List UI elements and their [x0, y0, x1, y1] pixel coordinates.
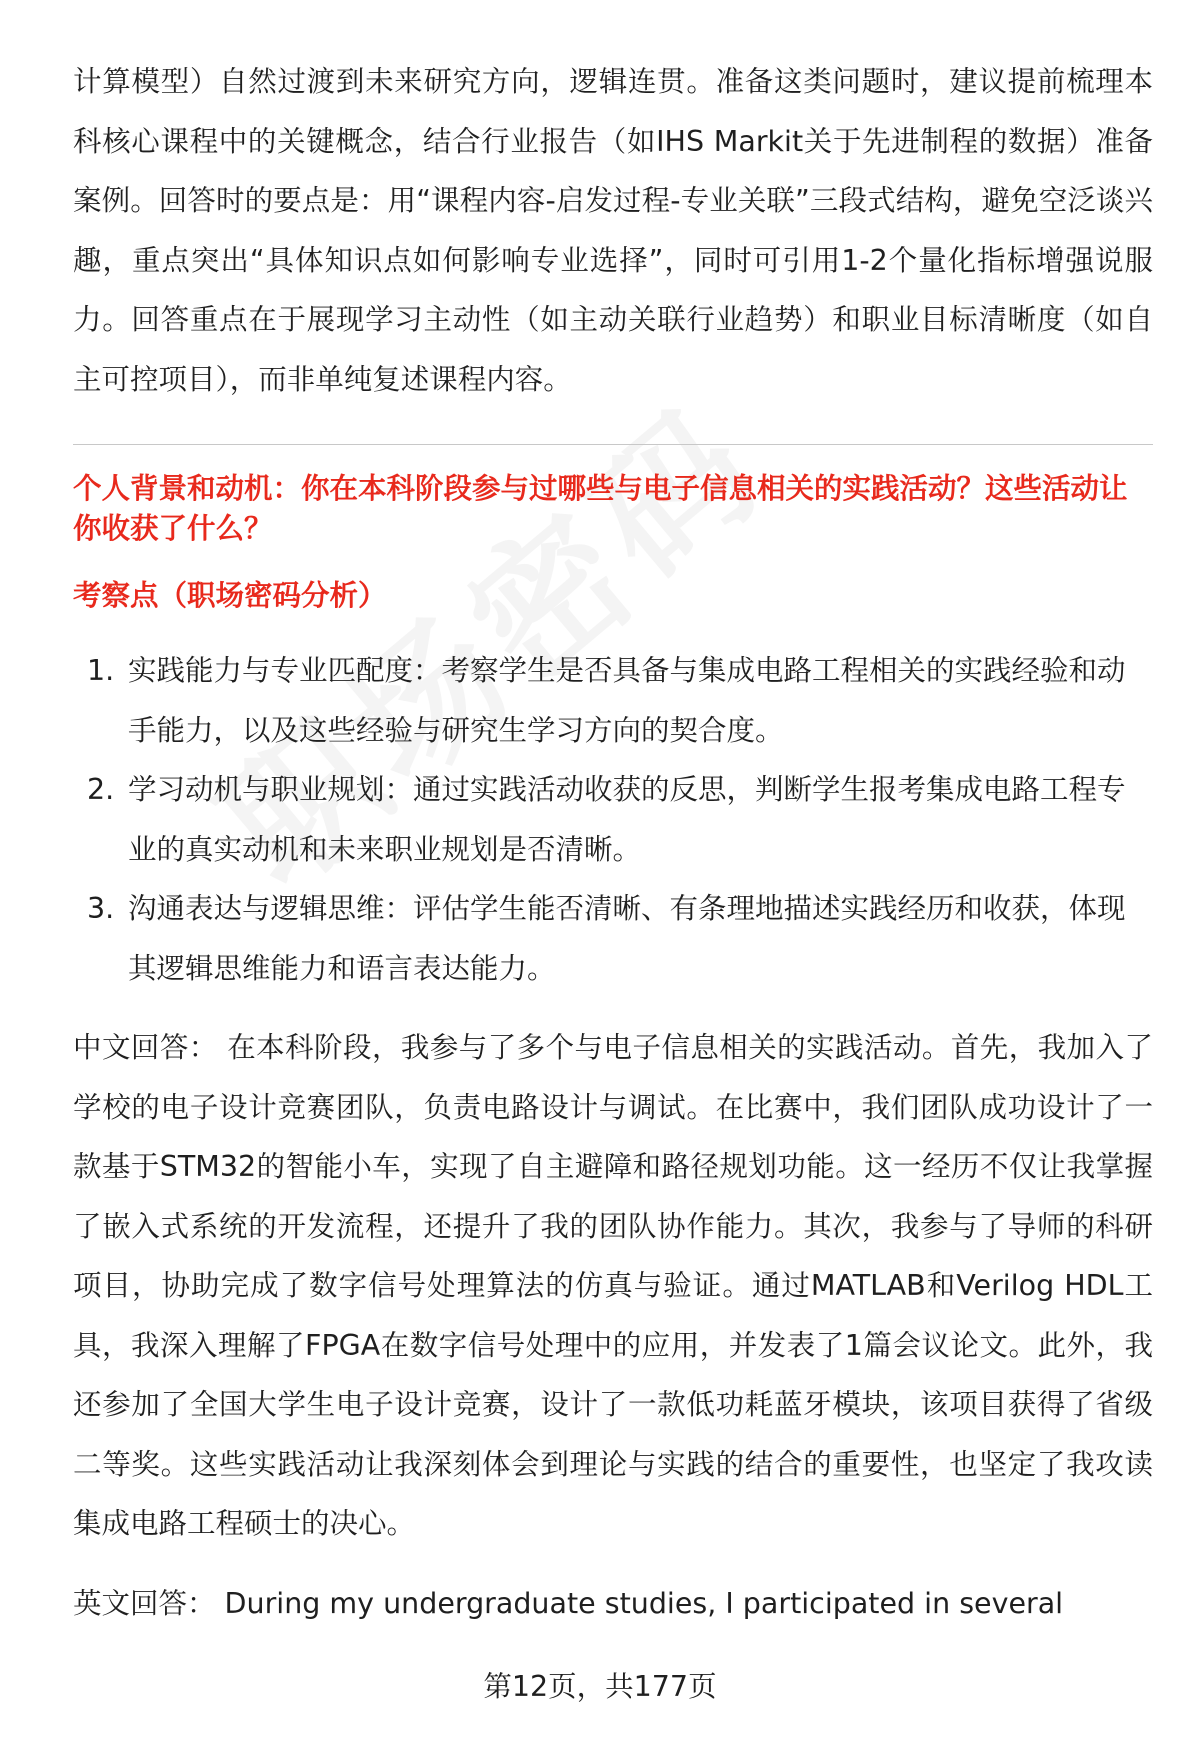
list-item-text: 实践能力与专业匹配度：考察学生是否具备与集成电路工程相关的实践经验和动手能力，以及这些经验与研究生学习方向的契合度。: [128, 654, 1126, 747]
points-heading: 考察点（职场密码分析）: [73, 579, 387, 612]
intro-paragraph: 计算模型）自然过渡到未来研究方向，逻辑连贯。准备这类问题时，建议提前梳理本科核心课程中的关键概念，结合行业报告（如IHS Markit关于先进制程的数据）准备案例。回答时的要点是：用“课程内容-启发过程-专业关联”三段式结构，避免空泛谈兴趣，重点突出“具体知识点如何影响专业选择”，同时可引用1-2个量化指标增强说服力。回答重点在于展现学习主动性（如主动关联行业趋势）和职业目标清晰度（如自主可控项目），而非单纯复述课程内容。: [73, 65, 1153, 396]
english-answer: 英文回答： During my undergraduate studies, I participated in several: [73, 1586, 1064, 1620]
list-item-text: 沟通表达与逻辑思维：评估学生能否清晰、有条理地描述实践经历和收获，体现其逻辑思维能力和语言表达能力。: [128, 892, 1126, 985]
question-heading: 个人背景和动机：你在本科阶段参与过哪些与电子信息相关的实践活动？这些活动让你收获了什么？: [73, 472, 1128, 545]
list-item: [73, 879, 1153, 998]
points-list: [73, 641, 1153, 998]
list-item-text: 学习动机与职业规划：通过实践活动收获的反思，判断学生报考集成电路工程专业的真实动机和未来职业规划是否清晰。: [128, 773, 1126, 866]
page-content: [73, 52, 1153, 1633]
list-item: [73, 760, 1153, 879]
chinese-answer: 中文回答： 在本科阶段，我参与了多个与电子信息相关的实践活动。首先，我加入了学校的电子设计竞赛团队，负责电路设计与调试。在比赛中，我们团队成功设计了一款基于STM32的智能小车，实现了自主避障和路径规划功能。这一经历不仅让我掌握了嵌入式系统的开发流程，还提升了我的团队协作能力。其次，我参与了导师的科研项目，协助完成了数字信号处理算法的仿真与验证。通过MATLAB和Verilog HDL工具，我深入理解了FPGA在数字信号处理中的应用，并发表了1篇会议论文。此外，我还参加了全国大学生电子设计竞赛，设计了一款低功耗蓝牙模块，该项目获得了省级二等奖。这些实践活动让我深刻体会到理论与实践的结合的重要性，也坚定了我攻读集成电路工程硕士的决心。: [73, 1031, 1153, 1540]
list-item: [73, 641, 1153, 760]
page-number-footer: 第12页，共177页: [483, 1670, 717, 1703]
list-item-number: 1.: [87, 654, 115, 687]
section-divider: [73, 444, 1153, 445]
list-item-number: 2.: [87, 773, 115, 806]
list-item-number: 3.: [87, 892, 115, 925]
